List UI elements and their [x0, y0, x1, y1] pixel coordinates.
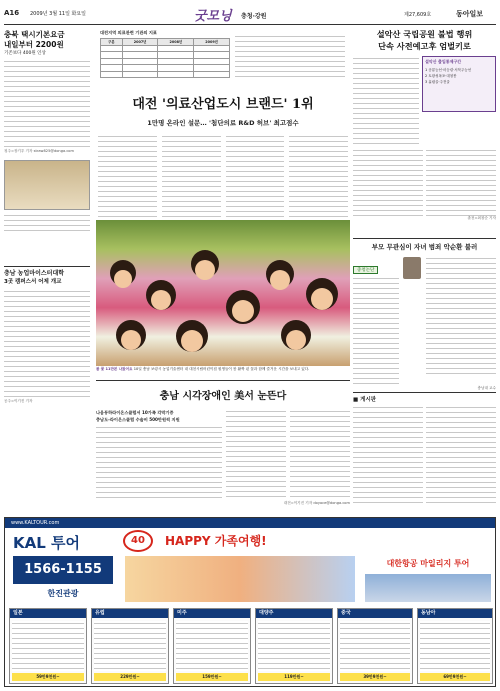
main-body-col-4	[289, 134, 348, 234]
ad-landmark-image	[365, 574, 491, 602]
graphic-col-1: 구분	[101, 39, 123, 46]
opinion-headline: 부모 무관심이 자녀 범죄 악순환 불러	[371, 243, 478, 251]
ad-phone	[13, 556, 113, 584]
opinion-body-col-2	[426, 256, 496, 374]
opinion-byline: 충남대 교수	[477, 386, 496, 390]
ad-region-price: 39만9천원~	[340, 673, 410, 681]
photo-caption-label: 봄 꽃 11만본 나왔어요	[96, 367, 133, 371]
info-graphic	[100, 30, 230, 88]
advertisement	[4, 517, 496, 687]
right-byline: 춘천=최창순 기자	[467, 216, 496, 220]
bottom-body-col-2	[226, 409, 286, 501]
main-subhead: 1만명 온라인 설문… '첨단의료 R&D 허브' 최고점수	[147, 119, 299, 127]
ad-region-southeast-asia[interactable]	[417, 608, 493, 684]
left-byline: 청주=장기우 기자 straw825@donga.com	[4, 149, 75, 153]
section-logo: 굿모닝	[194, 9, 232, 24]
ad-region-europe[interactable]	[91, 608, 169, 684]
ad-region-price: 229만원~	[94, 673, 166, 681]
issue-number: 제27,609호	[404, 12, 432, 18]
ad-region-label: 유럽	[92, 609, 168, 618]
opinion-body-col-1	[353, 276, 399, 386]
ad-phone-number[interactable]: 1566-1155	[24, 562, 102, 577]
ad-region-label: 대양주	[256, 609, 332, 618]
notice-col-1	[353, 405, 423, 507]
graphic-side-note	[235, 34, 345, 84]
issue-date: 2009년 3월 11일 화요일	[30, 11, 87, 17]
ad-company: 한진관광	[47, 589, 79, 598]
right-headline-1: 설악산 국립공원 불법 행위	[376, 29, 473, 39]
right-sidebar	[422, 56, 496, 112]
main-photo	[96, 220, 350, 366]
ad-hero-image	[125, 556, 355, 602]
main-body-col-1	[98, 134, 157, 234]
bottom-subhead-2: 충남도-라이온스클럽 수술비 500만원씩 지원	[96, 417, 180, 422]
notice-col-2	[426, 405, 496, 507]
right-story	[353, 28, 496, 233]
right-sidebar-item: 3 흘림골·주전골	[425, 80, 450, 84]
ad-region-china[interactable]	[337, 608, 413, 684]
photo-caption	[96, 367, 350, 377]
ad-region-price: 69만9천원~	[420, 673, 490, 681]
left-headline-2: 내일부터 2200원	[4, 40, 64, 49]
masthead	[4, 3, 496, 25]
ad-region-price: 59만9천원~	[12, 673, 84, 681]
right-body-col-2	[353, 148, 423, 216]
ad-slogan: HAPPY 가족여행!	[165, 534, 267, 548]
right-sidebar-item: 1 공룡능선·마등령·서북주능선	[425, 68, 472, 72]
left-subhead: 기존보다 400원 인상	[4, 51, 46, 56]
right-headline-2: 단속 사전예고후 엄벌키로	[378, 41, 471, 51]
right-body-col-1	[353, 56, 419, 146]
bottom-headline: 충남 시각장애인 美서 눈뜬다	[159, 391, 287, 402]
left-photo-caption	[4, 213, 90, 233]
ad-region-price: 119만원~	[258, 673, 330, 681]
bottom-byline: 대전=이기진 기자 doyoce@donga.com	[283, 501, 350, 505]
bottom-subhead-1: 나음동하라이온스클럽서 10가족 각막기증	[96, 410, 174, 415]
graphic-table	[100, 38, 230, 78]
ad-region-america[interactable]	[173, 608, 251, 684]
ad-anniv-badge	[123, 530, 153, 552]
bottom-body-col-3	[290, 409, 350, 501]
notice-title-text: 게시판	[360, 397, 377, 403]
left-mid-body	[4, 289, 90, 399]
main-body-col-3	[226, 134, 285, 234]
graphic-col-3: 2008년	[158, 39, 194, 46]
left-mid-subhead: 3곳 캠퍼스서 어제 개교	[4, 279, 62, 285]
ad-region-label: 일본	[10, 609, 86, 618]
bottom-body-col-1	[96, 425, 222, 501]
left-mid-headline: 충남 농업마이스터대학	[4, 270, 65, 277]
main-headline: 대전 '의료산업도시 브랜드' 1위	[132, 97, 314, 112]
left-story	[4, 30, 90, 260]
paper-name: 동아일보	[456, 10, 484, 18]
ad-region-label: 중국	[338, 609, 412, 618]
ad-region-label: 미주	[174, 609, 250, 618]
notice-board	[353, 392, 496, 510]
graphic-col-4: 2009년	[194, 39, 230, 46]
bottom-story	[96, 380, 350, 510]
ad-region-price: 159만원~	[176, 673, 248, 681]
left-headline-1: 충북 택시기본요금	[4, 30, 65, 39]
notice-title: ■ 게시판	[353, 397, 377, 403]
right-sidebar-title: 설악산 출입통제구간	[425, 59, 462, 64]
ad-anniv: 40	[131, 535, 145, 546]
main-body-col-2	[162, 134, 221, 234]
ad-site-bar	[5, 518, 495, 528]
ad-tagline: 대한항공 마일리지 투어	[386, 559, 470, 568]
right-sidebar-item: 2 토왕성폭포·대청봉	[425, 74, 457, 78]
graphic-col-2: 2007년	[122, 39, 158, 46]
page-number: A16	[4, 9, 20, 17]
left-photo	[4, 160, 90, 210]
opinion-column	[353, 238, 496, 388]
photo-caption-text: 10일 충남 보령시 농업기술센터 내 대천시립어린이집 원생들이 봄 활짝 핀 꽃과 함께 즐거운 시간을 보내고 있다.	[133, 367, 310, 371]
ad-region-label: 동남아	[418, 609, 492, 618]
section-region: 충청·강원	[241, 13, 267, 20]
columnist-photo	[403, 257, 421, 279]
left-mid-byline: 공주=이기진 기자	[4, 399, 33, 403]
ad-region-japan[interactable]	[9, 608, 87, 684]
ad-region-oceania[interactable]	[255, 608, 333, 684]
left-mid-story	[4, 266, 90, 416]
left-body	[4, 59, 90, 149]
ad-site[interactable]: www.KALTOUR.com	[11, 520, 60, 526]
ad-brand: KAL 투어	[13, 534, 80, 552]
opinion-badge: 충청논단	[353, 266, 378, 274]
graphic-title: 대전지역 의료관련 기관의 지표	[100, 30, 157, 35]
right-body-col-3	[426, 148, 496, 216]
